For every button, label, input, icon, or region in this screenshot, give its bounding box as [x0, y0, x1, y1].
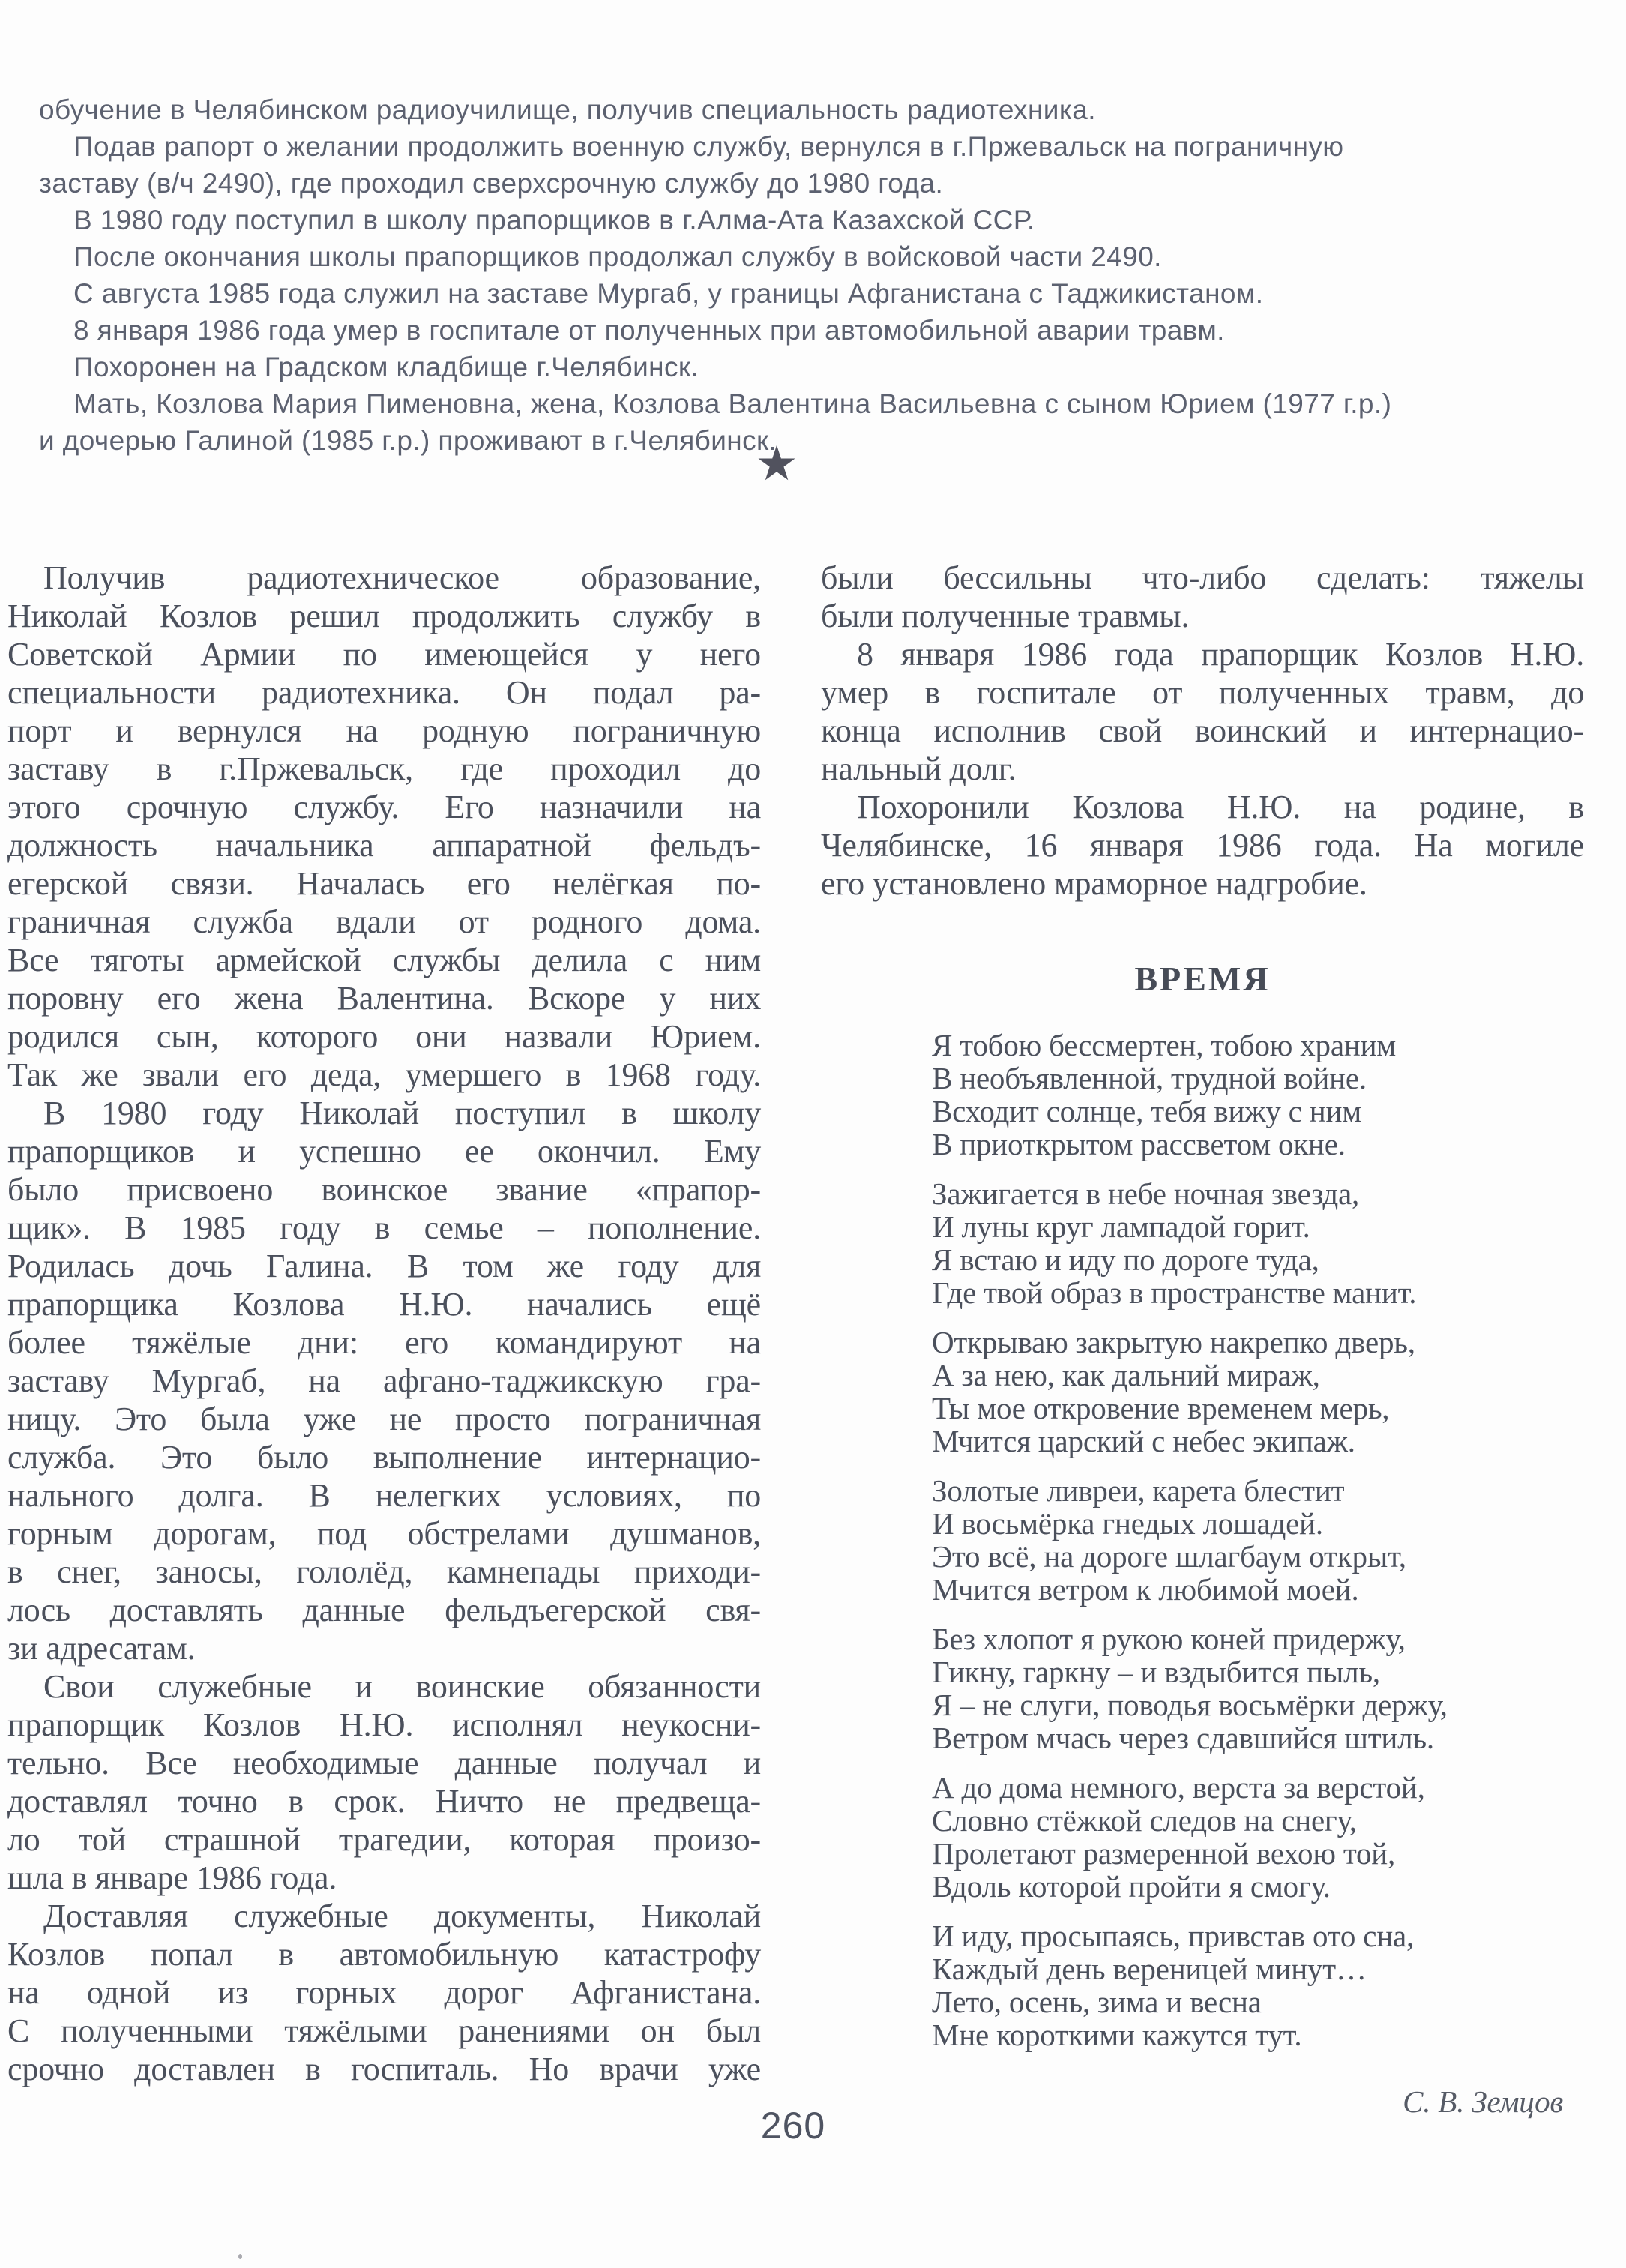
text-line: срочно доставлен в госпиталь. Но врачи уже [7, 2051, 761, 2087]
scan-speck [238, 2254, 242, 2259]
text-line: заставу Мургаб, на афгано-таджикскую гра- [7, 1362, 761, 1399]
paragraph [7, 559, 761, 1094]
paragraph [7, 1667, 761, 1897]
text-line: Советской Армии по имеющейся у него [7, 636, 761, 673]
poem-line: Зажигается в небе ночная звезда, [932, 1176, 1360, 1211]
text-line: служба. Это было выполнение интернацио- [7, 1439, 761, 1476]
poem-line: Это всё, на дороге шлагбаум открыт, [932, 1539, 1406, 1574]
paragraph [39, 275, 1546, 312]
poem-body [821, 1029, 1584, 2051]
text-line: С полученными тяжёлыми ранениями он был [7, 2012, 761, 2049]
text-line: обучение в Челябинском радиоучилище, получив специальность радиотехника. [39, 94, 1096, 125]
poem-line: Словно стёжкой следов на снегу, [932, 1803, 1357, 1838]
paragraph [7, 1094, 761, 1667]
text-line: заставу (в/ч 2490), где проходил сверхсрочную службу до 1980 года. [39, 168, 944, 199]
text-line: были полученные травмы. [821, 598, 1190, 634]
text-line: нальный долг. [821, 751, 1017, 787]
poem-stanza [821, 1177, 1584, 1309]
poem-title: ВРЕМЯ [1134, 960, 1271, 998]
text-line: специальности радиотехника. Он подал ра- [7, 674, 761, 711]
text-line: 8 января 1986 года умер в госпитале от полученных при автомобильной аварии травм. [73, 315, 1225, 346]
text-line: 8 января 1986 года прапорщик Козлов Н.Ю. [857, 636, 1584, 673]
text-line: Родилась дочь Галина. В том же году для [7, 1248, 761, 1284]
paragraph [821, 559, 1584, 635]
text-line: конца исполнив свой воинский и интернацио- [821, 712, 1584, 749]
text-line: этого срочную службу. Его назначили на [7, 789, 761, 825]
text-line: В 1980 году поступил в школу прапорщиков в г.Алма-Ата Казахской ССР. [73, 205, 1035, 235]
poem-stanza [821, 1919, 1584, 2051]
article-right-column [821, 559, 1584, 2121]
paragraph [39, 202, 1546, 238]
poem-line: В необъявленной, трудной войне. [932, 1061, 1367, 1095]
text-line: Челябинске, 16 января 1986 года. На могиле [821, 827, 1584, 864]
text-line: В 1980 году Николай поступил в школу [43, 1095, 761, 1131]
text-line: прапорщик Козлов Н.Ю. исполнял неукосни- [7, 1706, 761, 1743]
text-line: нального долга. В нелегких условиях, по [7, 1477, 761, 1514]
poem-line: И луны круг лампадой горит. [932, 1209, 1310, 1244]
paragraph [39, 312, 1546, 349]
poem-line: Вдоль которой пройти я смогу. [932, 1869, 1331, 1904]
text-line: порт и вернулся на родную пограничную [7, 712, 761, 749]
poem-line: Мчится царский с небес экипаж. [932, 1424, 1355, 1458]
text-line: родился сын, которого они назвали Юрием. [7, 1018, 761, 1055]
text-line: умер в госпитале от полученных травм, до [821, 674, 1584, 711]
text-line: должность начальника аппаратной фельдъ- [7, 827, 761, 864]
text-line: на одной из горных дорог Афганистана. [7, 1974, 761, 2011]
poem-line: Каждый день вереницей минут… [932, 1952, 1367, 1986]
paragraph [821, 635, 1584, 788]
poem-line: Без хлопот я рукою коней придержу, [932, 1622, 1406, 1656]
poem-stanza [821, 1029, 1584, 1161]
poem-line: Я встаю и иду по дороге туда, [932, 1242, 1319, 1277]
text-line: Похоронили Козлова Н.Ю. на родине, в [857, 789, 1584, 825]
poem-line: Ветром мчась через сдавшийся штиль. [932, 1721, 1434, 1755]
poem-line: Лето, осень, зима и весна [932, 1985, 1262, 2019]
text-line: ницу. Это была уже не просто пограничная [7, 1401, 761, 1437]
text-line: После окончания школы прапорщиков продолжал службу в войсковой части 2490. [73, 241, 1162, 272]
paragraph [39, 238, 1546, 275]
text-line: Похоронен на Градском кладбище г.Челябинск. [73, 352, 699, 382]
text-line: Подав рапорт о желании продолжить военную службу, вернулся в г.Пржевальск на пограничную [73, 131, 1344, 162]
poem-line: А до дома немного, верста за верстой, [932, 1770, 1425, 1805]
poem-line: В приоткрытом рассветом окне. [932, 1127, 1346, 1161]
text-line: Доставляя служебные документы, Николай [43, 1898, 761, 1934]
text-line: лось доставлять данные фельдъегерской свя- [7, 1592, 761, 1628]
poem-line: И иду, просыпаясь, привстав ото сна, [932, 1919, 1415, 1953]
text-line: более тяжёлые дни: его командируют на [7, 1324, 761, 1361]
star-divider-icon: ★ [755, 436, 798, 492]
page-number: 260 [760, 2105, 826, 2147]
text-line: в снег, заносы, гололёд, камнепады приходи- [7, 1553, 761, 1590]
poem-stanza [821, 1474, 1584, 1606]
poem-line: Где твой образ в пространстве манит. [932, 1275, 1417, 1310]
text-line: егерской связи. Началась его нелёгкая по- [7, 865, 761, 902]
poem-line: А за нею, как дальний мираж, [932, 1358, 1320, 1392]
poem-line: Мчится ветром к любимой моей. [932, 1572, 1359, 1607]
text-line: были бессильны что-либо сделать: тяжелы [821, 559, 1584, 596]
text-line: поровну его жена Валентина. Вскоре у них [7, 980, 761, 1017]
poem-line: Открываю закрытую накрепко дверь, [932, 1325, 1415, 1359]
poem-line: Я тобою бессмертен, тобою храним [932, 1028, 1397, 1062]
text-line: Получив радиотехническое образование, [43, 559, 761, 596]
text-line: Козлов попал в автомобильную катастрофу [7, 1936, 761, 1973]
biography-summary-block [39, 91, 1546, 459]
text-line: и дочерью Галиной (1985 г.р.) проживают в г.Челябинск. [39, 425, 777, 456]
text-line: зи адресатам. [7, 1630, 196, 1667]
article-left-column [7, 559, 761, 2088]
poem-stanza [821, 1622, 1584, 1754]
text-line: прапорщика Козлова Н.Ю. начались ещё [7, 1286, 761, 1323]
poem-line: Пролетают размеренной вехою той, [932, 1836, 1396, 1871]
text-line: щик». В 1985 году в семье – пополнение. [7, 1209, 761, 1246]
paragraph [7, 1897, 761, 2088]
text-line: С августа 1985 года служил на заставе Мургаб, у границы Афганистана с Таджикистаном. [73, 278, 1264, 309]
poem-line: Золотые ливреи, карета блестит [932, 1473, 1345, 1508]
article-right-paragraphs [821, 559, 1584, 903]
text-line: ло той страшной трагедии, которая произо- [7, 1821, 761, 1858]
poem-stanza [821, 1771, 1584, 1903]
poem-stanza [821, 1326, 1584, 1458]
text-line: доставлял точно в срок. Ничто не предвеща- [7, 1783, 761, 1820]
text-line: Мать, Козлова Мария Пименовна, жена, Козлова Валентина Васильевна с сыном Юрием (1977 г.р.) [73, 388, 1392, 419]
poem-line: Мне короткими кажутся тут. [932, 2018, 1302, 2052]
text-line: было присвоено воинское звание «прапор- [7, 1171, 761, 1208]
text-line: прапорщиков и успешно ее окончил. Ему [7, 1133, 761, 1170]
poem-line: Я – не слуги, поводья восьмёрки держу, [932, 1688, 1448, 1722]
text-line: граничная служба вдали от родного дома. [7, 903, 761, 940]
text-line: его установлено мраморное надгробие. [821, 865, 1367, 902]
paragraph [39, 91, 1546, 128]
poem-line: Ты мое откровение временем мерь, [932, 1391, 1390, 1425]
text-line: Так же звали его деда, умершего в 1968 году. [7, 1056, 761, 1093]
text-line: шла в январе 1986 года. [7, 1859, 337, 1896]
poem-line: И восьмёрка гнедых лошадей. [932, 1506, 1323, 1541]
text-line: тельно. Все необходимые данные получал и [7, 1745, 761, 1781]
text-line: Все тяготы армейской службы делила с ним [7, 942, 761, 978]
poem-author-signature: С. В. Земцов [1403, 2084, 1563, 2119]
text-line: заставу в г.Пржевальск, где проходил до [7, 751, 761, 787]
text-line: Свои служебные и воинские обязанности [43, 1668, 761, 1705]
text-line: горным дорогам, под обстрелами душманов, [7, 1515, 761, 1552]
text-line: Николай Козлов решил продолжить службу в [7, 598, 761, 634]
paragraph [39, 128, 1546, 202]
paragraph [39, 349, 1546, 385]
poem-line: Гикну, гаркну – и вздыбится пыль, [932, 1655, 1380, 1689]
paragraph [821, 788, 1584, 903]
poem-line: Всходит солнце, тебя вижу с ним [932, 1094, 1361, 1128]
